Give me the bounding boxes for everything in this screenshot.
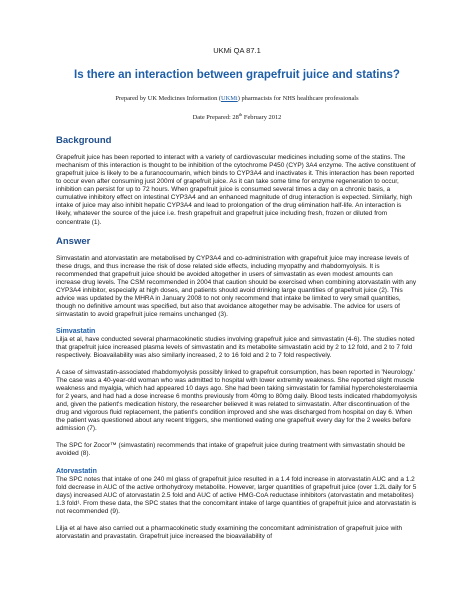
atorvastatin-paragraph-1: The SPC notes that intake of one 240 ml glass of grapefruit juice resulted in a 1.4 fold increase in atorvastatin AUC and a 1.2 fold decrease in AUC of the active orthohydroxy metabolite. However, larger quantities of grapefruit juice (over 1.2L daily for 5 days) increased AUC of atorvastatin 2.5 fold and AUC of active HMG-CoA reductase inhibitors (atorvastatin and metabolites) 1.3 fold¹. From these data, the SPC states that the concomitant intake of large quantities of grapefruit juice and atorvastatin is not recommended (9). <box>56 475 417 515</box>
prepared-suffix: ) pharmacists for NHS healthcare professionals <box>237 95 359 102</box>
date-suffix: February 2012 <box>242 114 282 122</box>
simvastatin-heading: Simvastatin <box>56 327 96 335</box>
simvastatin-paragraph-1: Lilja et al, have conducted several pharmacokinetic studies involving grapefruit juice and simvastatin (4-6). The studies noted that grapefruit juice increased plasma levels of simvastatin and its metabolite simvastatin acid by 2 to 12 fold, and 2 to 7 fold respectively. Bioavailability was also similarly increased, 2 to 16 fold and 2 to 7 fold respectively. <box>56 335 415 360</box>
simvastatin-paragraph-3: The SPC for Zocor™ (simvastatin) recommends that intake of grapefruit juice during treatment with simvastatin should be avoided (8). <box>56 442 405 458</box>
prepared-by-line <box>56 95 418 102</box>
simvastatin-paragraph-2: A case of simvastatin-associated rhabdomyolysis possibly linked to grapefruit consumption, has been reported in 'Neurology.' The case was a 40-year-old woman who was admitted to hospital with lower extremity weakness. She reported slight muscle weakness and myalgia, which had appeared 10 days ago. She had been taking simvastatin for familial hypercholesterolaemia for 2 years, and had had a dose increase 6 months previously from 40mg to 80mg daily. Blood tests indicated rhabdomyolysis and, given the patient's medication history, the researcher believed it was related to simvastatin. After discontinuation of the drug and vigorous fluid replacement, the patient's condition improved and she was discharged from hospital on day 6. When the patient was questioned about any recent triggers, she mentioned eating one grapefruit every day for the 2 weeks before admission (7). <box>56 369 418 433</box>
ukmi-link[interactable]: UKMi <box>221 95 238 102</box>
prepared-prefix: Prepared by UK Medicines Information ( <box>115 95 222 102</box>
atorvastatin-heading: Atorvastatin <box>56 467 97 475</box>
background-heading: Background <box>56 135 112 147</box>
page-title: Is there an interaction between grapefruit juice and statins? <box>74 69 400 81</box>
atorvastatin-paragraph-2: Lilja et al have also carried out a pharmacokinetic study examining the concomitant administration of grapefruit juice with atorvastatin and pravastatin. Grapefruit juice increased the bioavailability of <box>56 524 403 540</box>
background-paragraph: Grapefruit juice has been reported to interact with a variety of cardiovascular medicines including some of the statins. The mechanism of this interaction is thought to be inhibition of the cytochrome P450 (CYP) 3A4 enzyme. The active constituent of grapefruit juice is likely to be a furanocoumarin, which binds to CYP3A4 and inactivates it. This interaction has been reported to occur even after consuming just 200ml of grapefruit juice. As it can take some time for enzyme regeneration to occur, inhibition can persist for up to 72 hours. When grapefruit juice is consumed several times a day on a chronic basis, a cumulative inhibitory effect on intestinal CYP3A4 and an enhanced magnitude of drug interaction is expected. Similarly, high intake of juice may also inhibit hepatic CYP3A4 and lead to prolongation of the drug elimination half-life. An interaction is likely, whatever the source of the juice i.e. fresh grapefruit and grapefruit juice including fresh, frozen or diluted from concentrate (1). <box>56 154 416 226</box>
date-prefix: Date Prepared: 28 <box>192 114 239 122</box>
answer-heading: Answer <box>56 235 91 247</box>
document-reference: UKMi QA 87.1 <box>213 46 261 55</box>
answer-paragraph: Simvastatin and atorvastatin are metabolised by CYP3A4 and co-administration with grapefruit juice may increase levels of these drugs, and thus increase the risk of dose related side effects, including myopathy and rhabdomyolysis. It is recommended that grapefruit juice should be avoided altogether in users of simvastatin as even modest amounts can increase drug levels. The CSM recommended in 2004 that caution should be exercised when combining atorvastatin with any CYP3A4 inhibitor, especially at high doses, and patients should avoid drinking large quantities of grapefruit juice (2). This advice was updated by the MHRA in January 2008 to not only recommend that intake be limited to very small quantities, though no definitive amount was specified, but also that avoidance altogether may be advisable. The advice for users of simvastatin to avoid grapefruit juice remains unchanged (3). <box>56 254 417 318</box>
date-ordinal: th <box>238 112 243 117</box>
date-prepared <box>56 112 418 121</box>
